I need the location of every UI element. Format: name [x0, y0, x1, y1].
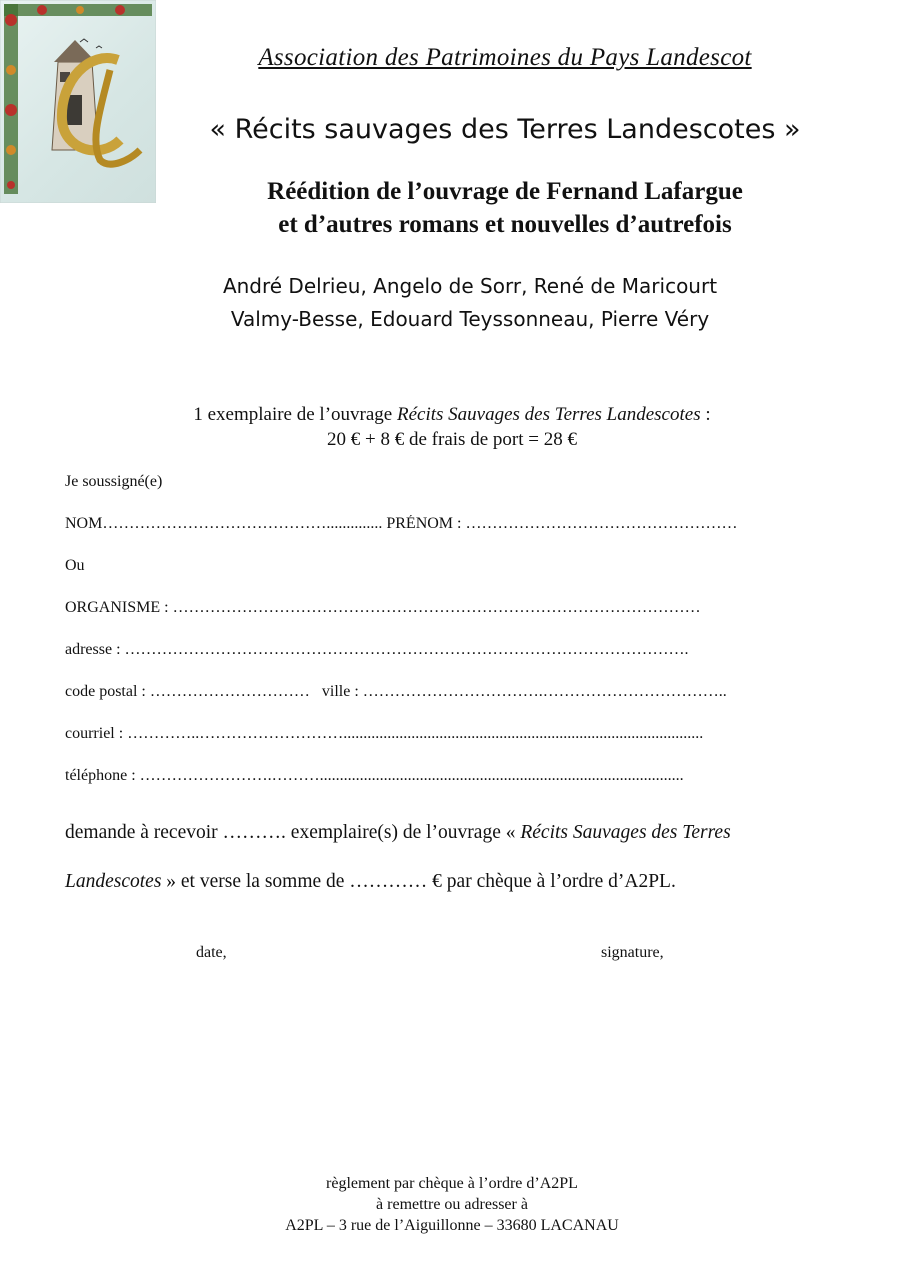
nom-label: NOM: [65, 515, 103, 532]
prenom-field[interactable]: ……………………………………………: [465, 515, 738, 532]
organisme-field[interactable]: ………………………………………………………………………………………: [172, 599, 701, 616]
authors-line-2: Valmy-Besse, Edouard Teyssonneau, Pierre Véry: [230, 307, 710, 331]
demande-part-2: » et verse la somme de ………… € par chèque à l’ordre d’A2PL.: [161, 871, 676, 892]
demande-part-1: demande à recevoir ………. exemplaire(s) de l’ouvrage «: [65, 822, 521, 843]
footer-line-1: règlement par chèque à l’ordre d’A2PL: [326, 1175, 578, 1192]
association-name: Association des Patrimoines du Pays Landescot: [258, 44, 752, 71]
adresse-field[interactable]: …………………………………………………………………………………………….: [124, 641, 689, 658]
nom-field[interactable]: ……………………………………..............: [102, 515, 383, 532]
courriel-field[interactable]: …………..………………………..........................................................................................: [127, 725, 704, 742]
price-amount: 20 € + 8 € de frais de port = 28 €: [327, 429, 577, 450]
footer-line-2: à remettre ou adresser à: [376, 1196, 528, 1213]
prenom-label: PRÉNOM :: [382, 515, 466, 532]
ville-field[interactable]: …………………………….……………………………..: [362, 683, 727, 700]
footer-line-3: A2PL – 3 rue de l’Aiguillonne – 33680 LACANAU: [285, 1217, 619, 1234]
courriel-label: courriel :: [65, 725, 128, 742]
price-block: [90, 402, 814, 452]
price-line-1: [90, 402, 814, 427]
nom-prenom-row: [65, 515, 840, 533]
ville-label: ville :: [309, 683, 363, 700]
subtitle-line-1: Réédition de l’ouvrage de Fernand Lafargue: [267, 178, 743, 205]
authors-line-1: André Delrieu, Angelo de Sorr, René de Maricourt: [222, 274, 718, 298]
soussigne-label: Je soussigné(e): [65, 473, 163, 490]
cp-ville-row: [65, 683, 840, 701]
ou-label: Ou: [65, 557, 85, 574]
demande-paragraph: [65, 808, 865, 906]
authors: [150, 270, 860, 336]
telephone-label: téléphone :: [65, 767, 140, 784]
organisme-row: [65, 599, 840, 617]
courriel-row: [65, 725, 840, 743]
price-suffix: :: [700, 404, 711, 425]
code-postal-label: code postal :: [65, 683, 150, 700]
footer: [150, 1173, 754, 1236]
date-label: date,: [196, 944, 227, 961]
demande-title-a: Récits Sauvages des Terres: [520, 822, 731, 843]
telephone-field[interactable]: …………………….………...........................................................................................: [139, 767, 684, 784]
adresse-label: adresse :: [65, 641, 125, 658]
subtitle-line-2: et d’autres romans et nouvelles d’autrefois: [278, 211, 732, 238]
telephone-row: [65, 767, 840, 785]
signature-label: signature,: [601, 944, 664, 961]
association-logo: [0, 0, 156, 203]
subtitle: [150, 175, 860, 241]
demande-title-b: Landescotes: [65, 871, 162, 892]
price-prefix: 1 exemplaire de l’ouvrage: [193, 404, 397, 425]
series-title: « Récits sauvages des Terres Landescotes »: [209, 114, 801, 145]
organisme-label: ORGANISME :: [65, 599, 173, 616]
adresse-row: [65, 641, 840, 659]
code-postal-field[interactable]: …………………………: [149, 683, 310, 700]
price-book-title: Récits Sauvages des Terres Landescotes: [396, 404, 701, 425]
